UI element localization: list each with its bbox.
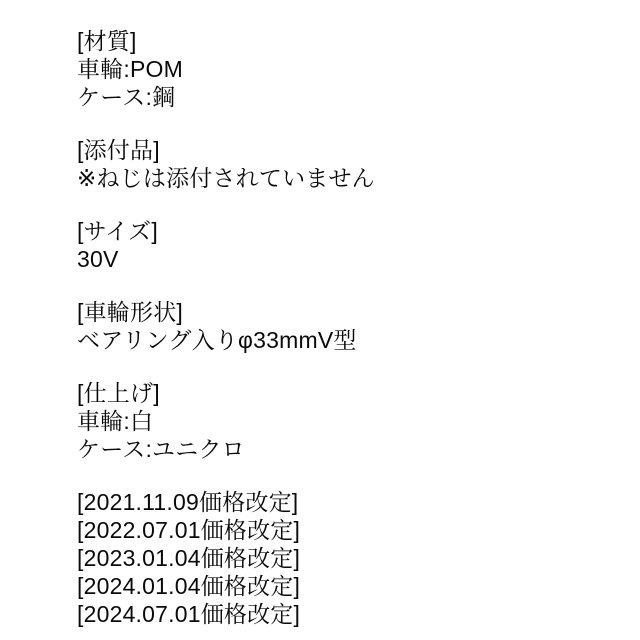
spec-line-size-value: 30V [77,246,119,272]
spec-section-material [77,27,620,111]
spec-line-case-material: ケース:鋼 [77,84,176,110]
spec-section-size [77,217,620,273]
spec-line-wheel-finish: 車輪:白 [77,408,154,434]
price-revision-entry: [2024.07.01価格改定] [77,601,301,627]
price-revision-entry: [2022.07.01価格改定] [77,517,301,543]
price-revision-entry: [2021.11.09価格改定] [77,489,299,515]
price-revision-history [77,488,620,628]
section-heading-material: [材質] [77,28,137,54]
spec-line-screws-note: ※ねじは添付されていません [77,165,375,191]
section-heading-attachments: [添付品] [77,137,160,163]
spec-line-wheel-material: 車輪:POM [77,56,183,82]
section-heading-wheel-shape: [車輪形状] [77,299,183,325]
spec-section-finish [77,379,620,463]
spec-section-wheel-shape [77,298,620,354]
section-heading-size: [サイズ] [77,218,158,244]
spec-line-wheel-shape-value: ベアリング入りφ33mmV型 [77,327,357,353]
price-revision-entry: [2024.01.04価格改定] [77,573,301,599]
section-heading-finish: [仕上げ] [77,380,160,406]
price-revision-entry: [2023.01.04価格改定] [77,545,301,571]
spec-line-case-finish: ケース:ユニクロ [77,436,245,462]
spec-section-attachments [77,136,620,192]
